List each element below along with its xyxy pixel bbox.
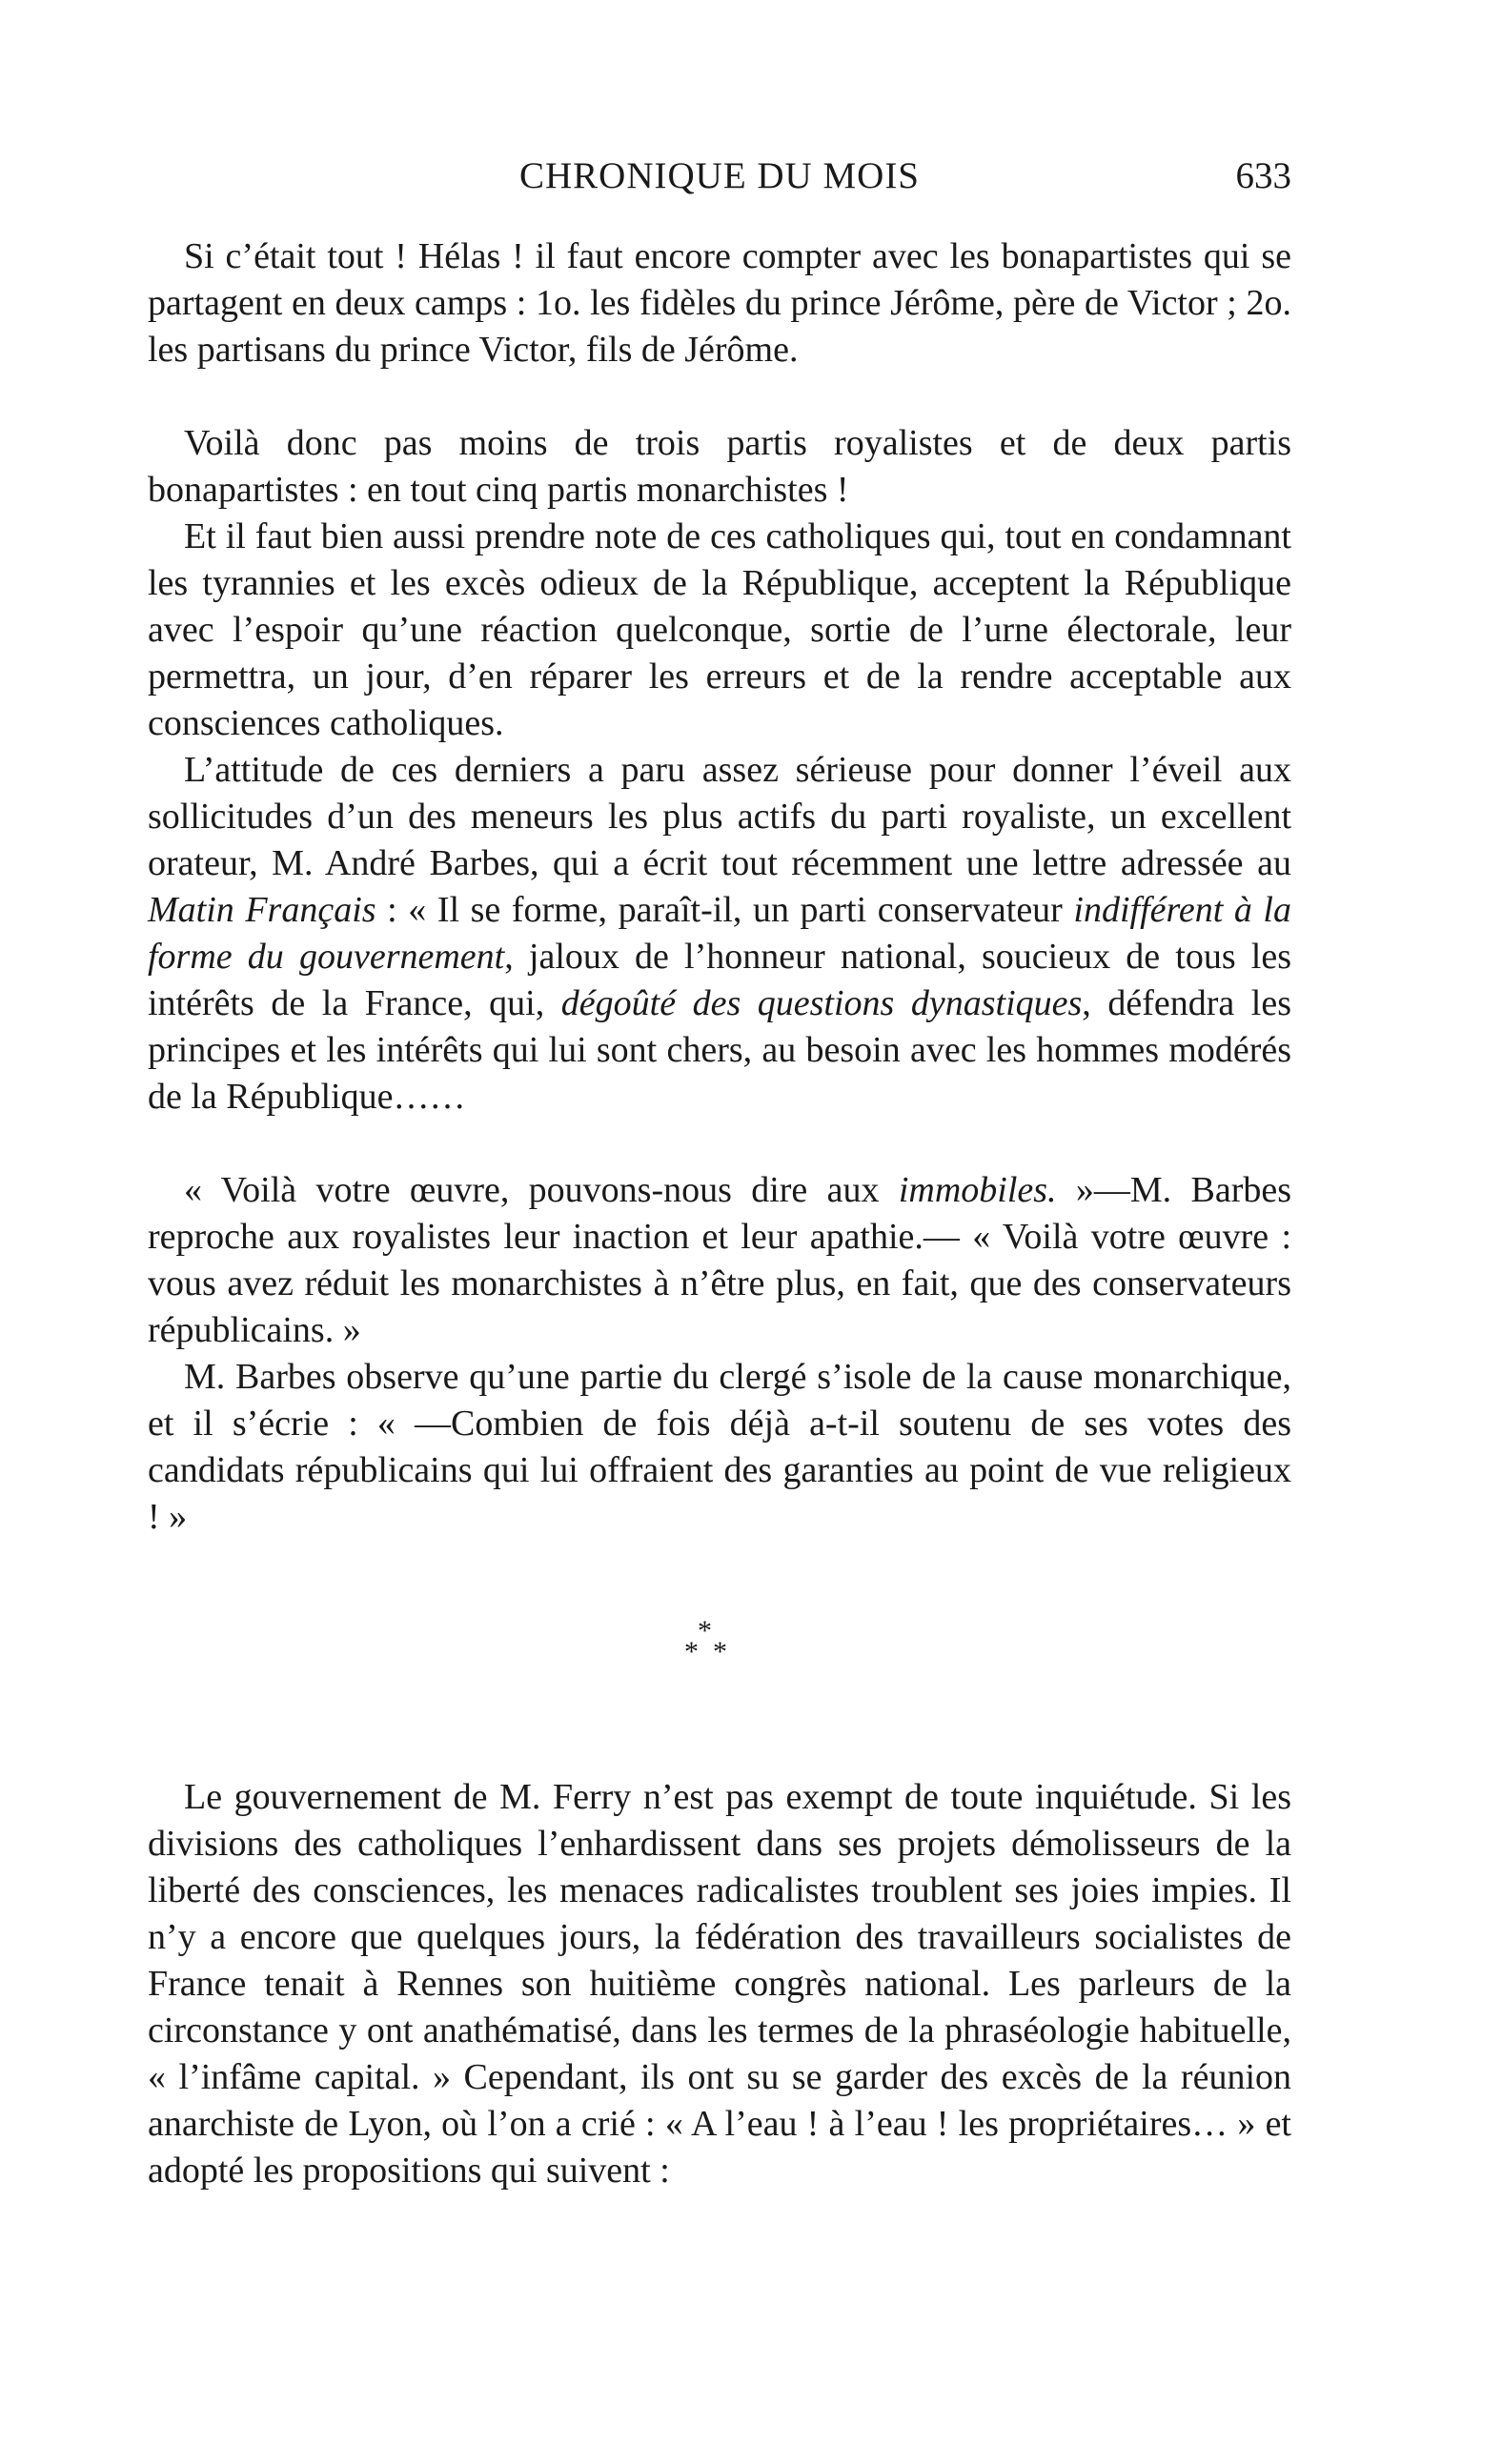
paragraph-bonapartists: Si c’était tout ! Hélas ! il faut encore compter avec les bonapartistes qui se partagent en deux camps : 1o. les fidèles du prince Jérôme, père de Victor ; 2o. les partisans du prince Victor, fils de Jérôme. xyxy=(148,236,1291,370)
page-number: 633 xyxy=(1235,155,1291,196)
asterisk-icon: * xyxy=(698,1615,712,1646)
running-title: CHRONIQUE DU MOIS xyxy=(518,155,920,196)
italic-phrase: dégoûté des questions dynastiques xyxy=(560,983,1083,1023)
paragraph-barbes-letter xyxy=(148,747,1291,1121)
paragraph-ferry-government: Le gouvernement de M. Ferry n’est pas exempt de toute inquiétude. Si les divisions des catholiques l’enhardissent dans ses projets démolisseurs de la liberté des consciences, les menaces radicalistes troublent ses joies impies. Il n’y a encore que quelques jours, la fédération des travailleurs socialistes de France tenait à Rennes son huitième congrès national. Les parleurs de la circonstance y ont anathématisé, dans les termes de la phraséologie habituelle, « l’infâme capital. » Cependant, ils ont su se garder des excès de la réunion anarchiste de Lyon, où l’on a crié : « A l’eau ! à l’eau ! les propriétaires… » et adopté les propositions qui suivent : xyxy=(148,1777,1291,2191)
paragraph-five-parties: Voilà donc pas moins de trois partis royalistes et de deux partis bonapartistes : en tout cinq partis monarchistes ! xyxy=(148,423,1291,510)
paragraph-catholics: Et il faut bien aussi prendre note de ces catholiques qui, tout en condamnant les tyrannies et les excès odieux de la République, acceptent la République avec l’espoir qu’une réaction quelconque, sortie de l’urne électorale, leur permettra, un jour, d’en réparer les erreurs et de la rendre acceptable aux consciences catholiques. xyxy=(148,516,1291,743)
asterisk-icon: * xyxy=(684,1636,699,1667)
italic-phrase: indifférent à la forme du gouvernement xyxy=(148,890,1291,977)
text-run: , jaloux de l’honneur national, soucieux de tous les intérêts de la France, qui, xyxy=(148,937,1291,1023)
newspaper-title: Matin Français xyxy=(148,890,376,930)
asterisk-icon: * xyxy=(713,1636,727,1667)
text-run: « Voilà votre œuvre, pouvons-nous dire aux xyxy=(184,1170,899,1210)
text-run: »—M. Barbes reproche aux royalistes leur inaction et leur apathie.— « Voilà votre œuvre : vous avez réduit les monarchistes à n’être plus, en fait, que des conservateurs républicains. » xyxy=(148,1170,1292,1350)
text-run: , défendra les principes et les intérêts qui lui sont chers, au besoin avec les hommes modérés de la République…… xyxy=(148,983,1291,1117)
text-run: L’attitude de ces derniers a paru assez sérieuse pour donner l’éveil aux sollicitudes d’un des meneurs les plus actifs du parti royaliste, un excellent orateur, M. André Barbes, qui a écrit tout récemment une lettre adressée au xyxy=(148,750,1291,883)
text-run: : « Il se forme, paraît-il, un parti conservateur xyxy=(376,890,1074,930)
page-header xyxy=(148,154,1291,212)
paragraph-votre-oeuvre xyxy=(148,1167,1291,1354)
paragraph-clergy: M. Barbes observe qu’une partie du clergé s’isole de la cause monarchique, et il s’écrie : « —Combien de fois déjà a-t-il soutenu de ses votes des candidats républicains qui lui offraient des garanties au point de vue religieux ! » xyxy=(148,1357,1291,1537)
section-separator-asterism xyxy=(667,1615,743,1672)
italic-word: immobiles. xyxy=(898,1170,1057,1210)
